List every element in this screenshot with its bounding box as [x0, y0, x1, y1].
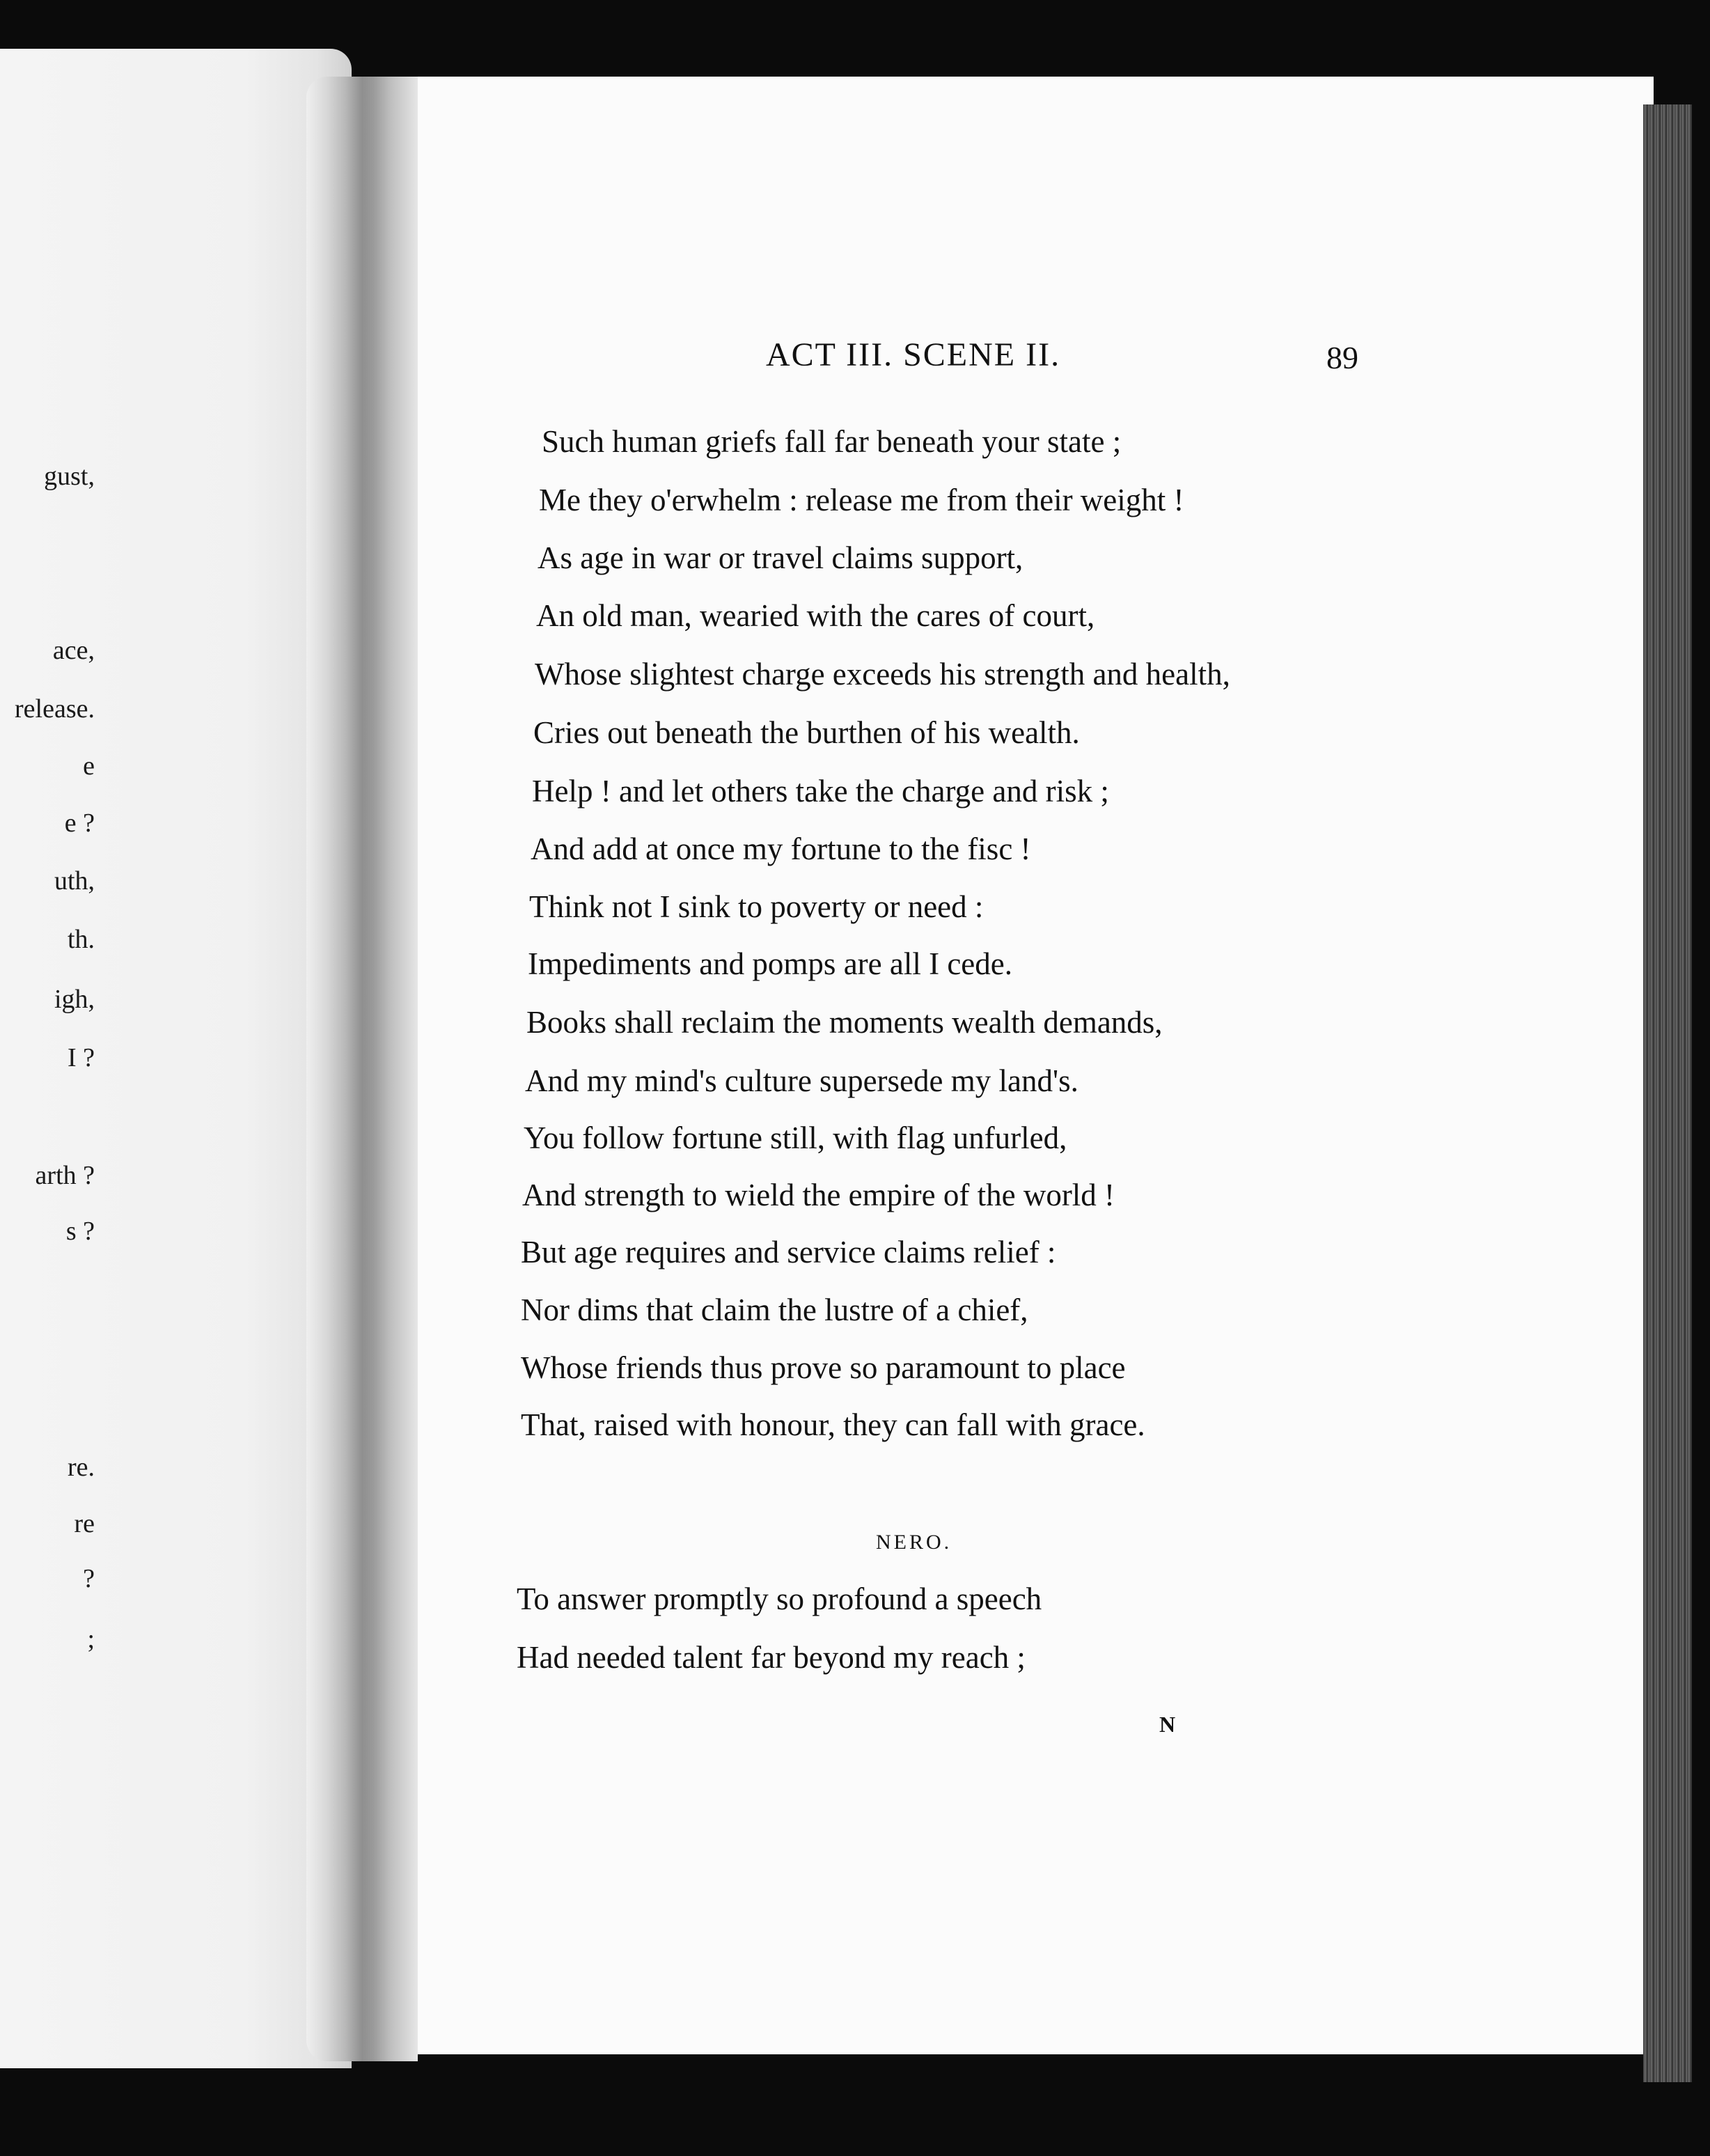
page-number: 89 [1326, 340, 1358, 375]
left-fragment: ; [87, 1625, 95, 1654]
left-fragment: I ? [67, 1043, 95, 1072]
running-head: ACT III. SCENE II. [766, 336, 1061, 373]
left-fragment: arth ? [35, 1161, 95, 1190]
verse-line: Such human griefs fall far beneath your state ; [542, 424, 1122, 459]
verse-line: And strength to wield the empire of the world ! [522, 1178, 1115, 1212]
left-fragment: s ? [65, 1217, 95, 1246]
verse-line: Nor dims that claim the lustre of a chief, [521, 1292, 1028, 1327]
verse-line: Think not I sink to poverty or need : [529, 889, 984, 924]
verse-line: Help ! and let others take the charge and risk ; [532, 774, 1109, 808]
speaker-name: NERO. [876, 1531, 952, 1554]
signature-mark: N [1159, 1712, 1176, 1737]
left-fragment: ace, [52, 636, 95, 665]
verse-line: Cries out beneath the burthen of his wealth. [533, 715, 1080, 750]
left-fragment: release. [15, 694, 95, 724]
verse-line: You follow fortune still, with flag unfurled, [524, 1120, 1067, 1155]
verse-line: Me they o'erwhelm : release me from their weight ! [539, 483, 1184, 517]
verse-line: That, raised with honour, they can fall with grace. [521, 1407, 1145, 1442]
verse-line: Had needed talent far beyond my reach ; [517, 1640, 1026, 1675]
verse-line: Whose slightest charge exceeds his strength and health, [535, 657, 1230, 692]
left-fragment: uth, [54, 866, 95, 896]
left-fragment: igh, [54, 985, 95, 1014]
left-fragment: e ? [64, 808, 95, 838]
left-page [0, 49, 352, 2068]
verse-line: And my mind's culture supersede my land's. [525, 1063, 1078, 1098]
left-fragment: re [74, 1509, 95, 1538]
verse-line: Impediments and pomps are all I cede. [528, 946, 1013, 981]
page-edges [1643, 104, 1692, 2082]
verse-line: As age in war or travel claims support, [538, 540, 1023, 575]
verse-line: Whose friends thus prove so paramount to place [521, 1350, 1126, 1385]
verse-line: Books shall reclaim the moments wealth demands, [526, 1005, 1163, 1040]
left-fragment: e [83, 751, 95, 781]
verse-line: An old man, wearied with the cares of court, [536, 598, 1095, 633]
verse-line: But age requires and service claims relief : [521, 1235, 1056, 1270]
left-fragment: ? [83, 1564, 95, 1593]
left-fragment: gust, [44, 462, 95, 491]
left-fragment: re. [67, 1453, 95, 1482]
book-gutter [306, 77, 418, 2061]
verse-line: And add at once my fortune to the fisc ! [531, 831, 1031, 866]
left-fragment: th. [67, 925, 95, 954]
verse-line: To answer promptly so profound a speech [517, 1581, 1042, 1616]
